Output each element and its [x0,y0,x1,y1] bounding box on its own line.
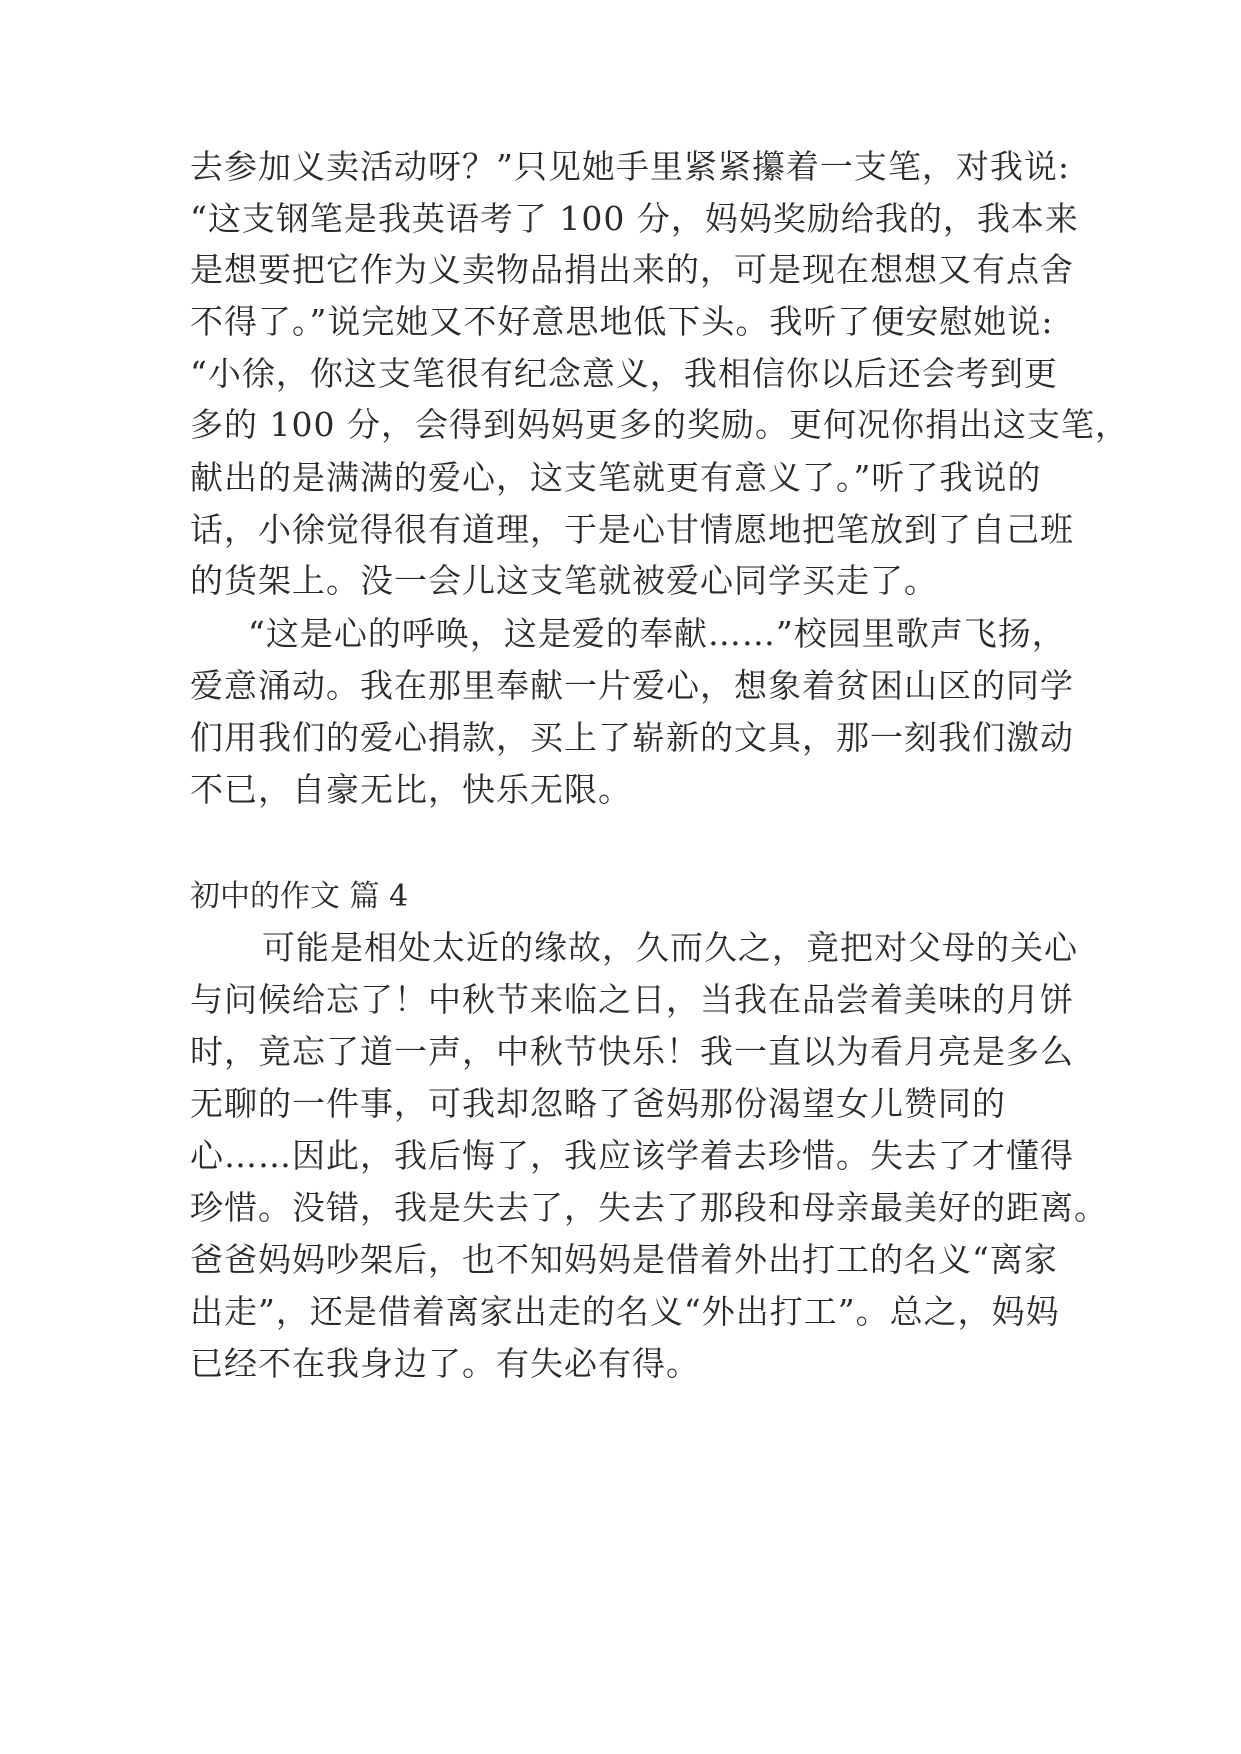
paragraph-line: 爸爸妈妈吵架后，也不知妈妈是借着外出打工的名义“离家 [190,1240,1058,1279]
paragraph-line: 与问候给忘了！中秋节来临之日，当我在品尝着美味的月饼 [190,980,1074,1019]
paragraph-line: 已经不在我身边了。有失必有得。 [190,1344,700,1383]
paragraph-line: 不得了。”说完她又不好意思地低下头。我听了便安慰她说: [190,302,1054,341]
paragraph-line: 去参加义卖活动呀？”只见她手里紧紧攥着一支笔，对我说: [190,147,1070,186]
paragraph-line: 心……因此，我后悔了，我应该学着去珍惜。失去了才懂得 [190,1136,1074,1175]
paragraph-line: 不已，自豪无比，快乐无限。 [190,770,632,809]
paragraph-line: “这是心的呼唤，这是爱的奉献……”校园里歌声飞扬， [248,614,1066,653]
paragraph-line: 珍惜。没错，我是失去了，失去了那段和母亲最美好的距离。 [190,1188,1108,1227]
section-heading: 初中的作文 篇 4 [190,879,409,914]
paragraph-line: 话，小徐觉得很有道理，于是心甘情愿地把笔放到了自己班 [190,510,1074,549]
paragraph-line: 出走”，还是借着离家出走的名义“外出打工”。总之，妈妈 [190,1292,1060,1331]
paragraph-line: “小徐，你这支笔很有纪念意义，我相信你以后还会考到更 [190,354,1058,393]
paragraph-line: 们用我们的爱心捐款，买上了崭新的文具，那一刻我们激动 [190,718,1074,757]
paragraph-line: 是想要把它作为义卖物品捐出来的，可是现在想想又有点舍 [190,250,1074,289]
paragraph-line: 献出的是满满的爱心，这支笔就更有意义了。”听了我说的 [190,458,1042,497]
paragraph-line: 的货架上。没一会儿这支笔就被爱心同学买走了。 [190,561,938,600]
paragraph-line: 时，竟忘了道一声，中秋节快乐！我一直以为看月亮是多么 [190,1032,1074,1071]
paragraph-line: 无聊的一件事，可我却忽略了爸妈那份渴望女儿赞同的 [190,1084,1006,1123]
paragraph-line: 多的 100 分，会得到妈妈更多的奖励。更何况你捐出这支笔， [190,405,1129,444]
paragraph-line: 可能是相处太近的缘故，久而久之，竟把对父母的关心 [262,928,1078,967]
paragraph-line: 爱意涌动。我在那里奉献一片爱心，想象着贫困山区的同学 [190,666,1074,705]
paragraph-line: “这支钢笔是我英语考了 100 分，妈妈奖励给我的，我本来 [190,199,1079,238]
